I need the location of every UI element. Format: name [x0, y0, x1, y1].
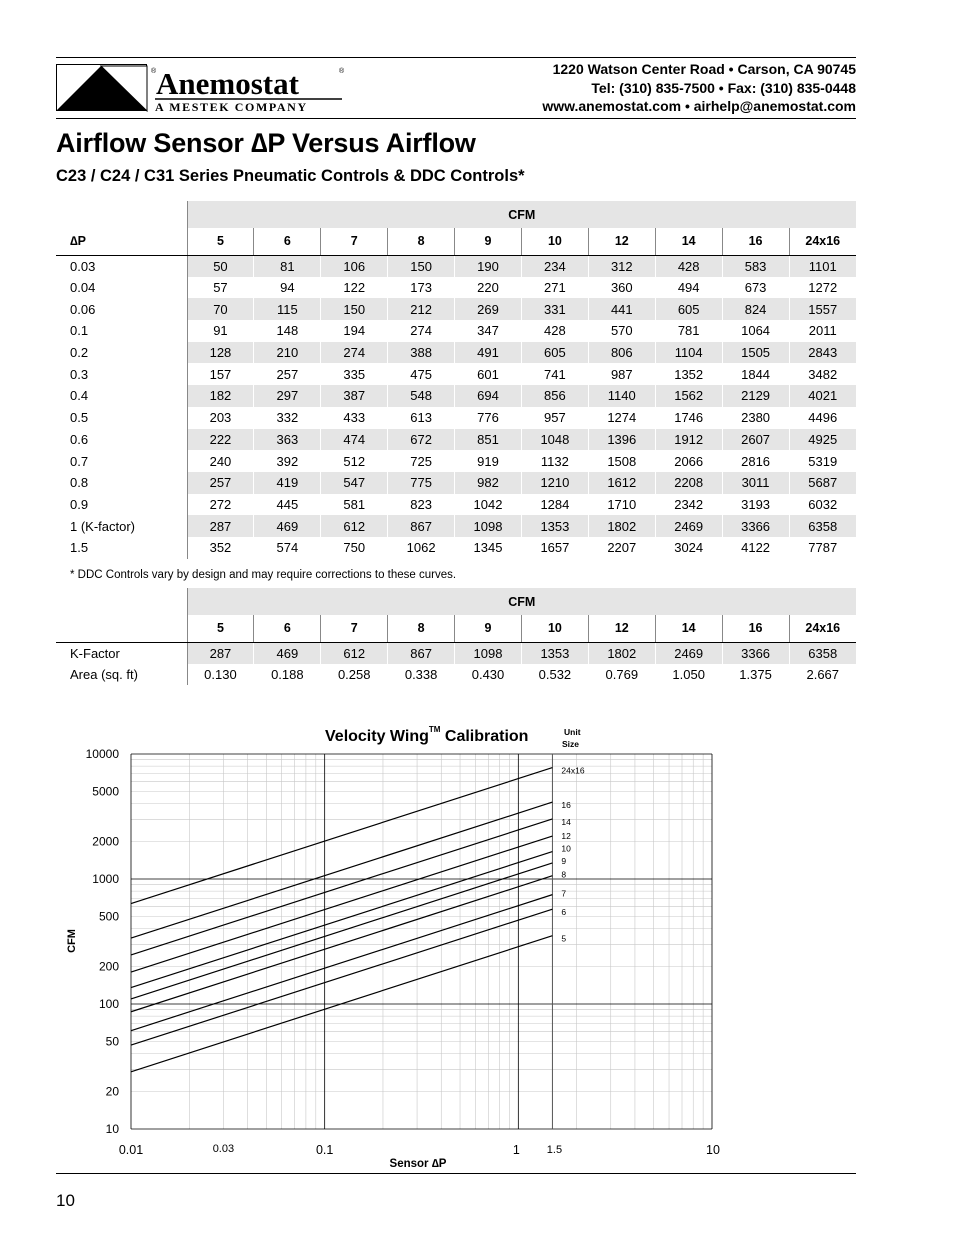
- table-cell: 612: [321, 642, 388, 664]
- table-cell: 750: [321, 537, 388, 559]
- table-cell: 441: [588, 298, 655, 320]
- table-cell: 469: [254, 515, 321, 537]
- y-tick-label: 5000: [92, 784, 119, 799]
- table-cell: 3482: [789, 363, 856, 385]
- table-cell: 1272: [789, 277, 856, 299]
- table-cell: 824: [722, 298, 789, 320]
- chart-title-main: Velocity Wing: [325, 728, 429, 745]
- unit-size-header: 5: [187, 228, 254, 255]
- table-corner: [56, 201, 187, 228]
- table-cell: 203: [187, 407, 254, 429]
- table-cell: 360: [588, 277, 655, 299]
- table-cell: 7787: [789, 537, 856, 559]
- page-subtitle: C23 / C24 / C31 Series Pneumatic Controls & DDC Controls*: [56, 167, 525, 185]
- row-label: K-Factor: [70, 645, 120, 661]
- table-cell: 4122: [722, 537, 789, 559]
- row-label: 0.8: [70, 475, 89, 491]
- table-cell: 1140: [588, 385, 655, 407]
- series-line-8: [131, 876, 552, 1012]
- legend-title-size: Size: [562, 739, 580, 749]
- series-line-10: [131, 852, 552, 988]
- table-cell: 445: [254, 494, 321, 516]
- table-cell: 612: [321, 515, 388, 537]
- table-cell: 70: [187, 298, 254, 320]
- table-cell: 157: [187, 363, 254, 385]
- series-label-24x16: 24x16: [561, 765, 585, 776]
- table-cell: 352: [187, 537, 254, 559]
- table-cell: 50: [187, 255, 254, 277]
- table-cell: 583: [722, 255, 789, 277]
- table-cell: 1353: [521, 642, 588, 664]
- table-cell: 312: [588, 255, 655, 277]
- table-cell: 0.769: [588, 664, 655, 686]
- unit-size-header: 8: [388, 615, 455, 642]
- unit-size-header: 10: [521, 228, 588, 255]
- table-cell: 1802: [588, 515, 655, 537]
- table-cell: 2207: [588, 537, 655, 559]
- table-row: [56, 385, 856, 407]
- table-cell: 3366: [722, 642, 789, 664]
- table-cell: 1345: [455, 537, 522, 559]
- table-cell: 1274: [588, 407, 655, 429]
- table-cell: 3193: [722, 494, 789, 516]
- chart-title: [325, 725, 528, 745]
- table-cell: 272: [187, 494, 254, 516]
- y-tick-label: 50: [105, 1034, 119, 1049]
- table-cell: 257: [254, 363, 321, 385]
- row-label: 1 (K-factor): [70, 518, 136, 534]
- chart-title-suffix: Calibration: [444, 728, 529, 745]
- table-row: [56, 277, 856, 299]
- brand-tagline: A MESTEK COMPANY: [155, 100, 308, 112]
- series-label-16: 16: [561, 800, 571, 811]
- y-tick-label: 10000: [85, 747, 119, 761]
- table-cell: 1508: [588, 450, 655, 472]
- unit-size-header: 10: [521, 615, 588, 642]
- y-tick-label: 500: [98, 909, 119, 924]
- chart-title-tm: TM: [428, 725, 441, 734]
- table-cell: 982: [455, 472, 522, 494]
- table-cell: 347: [455, 320, 522, 342]
- table-cell: 987: [588, 363, 655, 385]
- cfm-group-header: CFM: [187, 588, 856, 615]
- table-cell: 2208: [655, 472, 722, 494]
- table-row: [56, 320, 856, 342]
- table-cell: 2011: [789, 320, 856, 342]
- unit-size-header: 9: [455, 228, 522, 255]
- y-tick-label: 10: [105, 1122, 119, 1136]
- table-cell: 2469: [655, 642, 722, 664]
- unit-size-header: 24x16: [789, 228, 856, 255]
- table-cell: 547: [321, 472, 388, 494]
- table-cell: 5319: [789, 450, 856, 472]
- unit-size-header: 16: [722, 615, 789, 642]
- table-cell: 332: [254, 407, 321, 429]
- table-cell: 115: [254, 298, 321, 320]
- contact-block: [542, 60, 856, 116]
- table-cell: 271: [521, 277, 588, 299]
- row-label: 0.06: [70, 301, 96, 317]
- table-cell: 741: [521, 363, 588, 385]
- table-cell: 122: [321, 277, 388, 299]
- table-cell: 469: [254, 642, 321, 664]
- table-cell: 672: [388, 429, 455, 451]
- unit-size-header: 7: [321, 615, 388, 642]
- phone-line: Tel: (310) 835-7500 • Fax: (310) 835-0448: [591, 79, 856, 96]
- table-cell: 194: [321, 320, 388, 342]
- table-cell: 387: [321, 385, 388, 407]
- row-label: 0.4: [70, 388, 89, 404]
- series-label-9: 9: [561, 855, 567, 866]
- table-row: [56, 472, 856, 494]
- table-cell: 419: [254, 472, 321, 494]
- table-cell: 106: [321, 255, 388, 277]
- table-cell: 6358: [789, 515, 856, 537]
- row-label: Area (sq. ft): [70, 667, 138, 683]
- table-cell: 806: [588, 342, 655, 364]
- page-number: 10: [56, 1191, 75, 1210]
- table-cell: 363: [254, 429, 321, 451]
- table-cell: 0.430: [455, 664, 522, 686]
- x-tick-label: 1: [512, 1143, 520, 1157]
- dp-column-header: ∆P: [56, 228, 187, 255]
- table-cell: 433: [321, 407, 388, 429]
- table-cell: 1098: [455, 642, 522, 664]
- svg-text:®: ®: [151, 68, 157, 75]
- table-cell: 297: [254, 385, 321, 407]
- table-row: [56, 664, 856, 686]
- table-cell: 512: [321, 450, 388, 472]
- table-cell: 867: [388, 515, 455, 537]
- series-line-6: [131, 909, 552, 1045]
- table-cell: 1284: [521, 494, 588, 516]
- table-cell: 234: [521, 255, 588, 277]
- unit-size-header: 16: [722, 228, 789, 255]
- table-row: [56, 342, 856, 364]
- table-cell: 1132: [521, 450, 588, 472]
- unit-size-header: 6: [254, 228, 321, 255]
- table-cell: 210: [254, 342, 321, 364]
- row-label: 0.5: [70, 410, 89, 426]
- unit-size-header: 7: [321, 228, 388, 255]
- y-tick-label: 100: [98, 997, 119, 1011]
- table-cell: 919: [455, 450, 522, 472]
- table-cell: 570: [588, 320, 655, 342]
- y-axis-label: CFM: [66, 929, 78, 953]
- k-factor-table: [56, 588, 856, 685]
- table-cell: 182: [187, 385, 254, 407]
- unit-size-header: 8: [388, 228, 455, 255]
- table-cell: 2380: [722, 407, 789, 429]
- table-cell: 150: [321, 298, 388, 320]
- table-footnote: * DDC Controls vary by design and may require corrections to these curves.: [70, 569, 457, 581]
- table-cell: 287: [187, 642, 254, 664]
- series-line-12: [131, 836, 552, 972]
- unit-size-header: 14: [655, 228, 722, 255]
- table-cell: 0.532: [521, 664, 588, 686]
- table-cell: 581: [321, 494, 388, 516]
- table-cell: 1912: [655, 429, 722, 451]
- table-cell: 0.130: [187, 664, 254, 686]
- web-line[interactable]: www.anemostat.com • airhelp@anemostat.com: [542, 98, 856, 114]
- table-cell: 150: [388, 255, 455, 277]
- table-cell: 613: [388, 407, 455, 429]
- table-cell: 3011: [722, 472, 789, 494]
- table-cell: 2816: [722, 450, 789, 472]
- table-cell: 2843: [789, 342, 856, 364]
- table-cell: 776: [455, 407, 522, 429]
- table-cell: 335: [321, 363, 388, 385]
- unit-size-header: 14: [655, 615, 722, 642]
- cfm-group-header: CFM: [187, 201, 856, 228]
- table-cell: 212: [388, 298, 455, 320]
- table-cell: 2066: [655, 450, 722, 472]
- series-label-6: 6: [561, 907, 567, 918]
- table-cell: 57: [187, 277, 254, 299]
- table-cell: 494: [655, 277, 722, 299]
- table-row: [56, 407, 856, 429]
- svg-text:®: ®: [339, 68, 345, 75]
- table-cell: 1101: [789, 255, 856, 277]
- anemostat-logo: [56, 64, 346, 112]
- table-cell: 1352: [655, 363, 722, 385]
- series-line-16: [131, 802, 552, 938]
- table-cell: 1505: [722, 342, 789, 364]
- table-cell: 0.188: [254, 664, 321, 686]
- table-cell: 548: [388, 385, 455, 407]
- row-label: 0.6: [70, 431, 89, 447]
- page-title: Airflow Sensor ∆P Versus Airflow: [56, 128, 476, 158]
- table-cell: 0.338: [388, 664, 455, 686]
- series-label-7: 7: [561, 888, 567, 899]
- row-label: 0.1: [70, 323, 89, 339]
- table-cell: 1657: [521, 537, 588, 559]
- table-cell: 274: [321, 342, 388, 364]
- table-cell: 694: [455, 385, 522, 407]
- row-label-header: [56, 615, 187, 642]
- table-cell: 856: [521, 385, 588, 407]
- table-cell: 1210: [521, 472, 588, 494]
- table-cell: 1098: [455, 515, 522, 537]
- table-cell: 4496: [789, 407, 856, 429]
- row-label: 0.03: [70, 258, 96, 274]
- table-row: [56, 450, 856, 472]
- table-cell: 1562: [655, 385, 722, 407]
- table-cell: 190: [455, 255, 522, 277]
- table-cell: 1612: [588, 472, 655, 494]
- unit-size-header: 5: [187, 615, 254, 642]
- table-cell: 1802: [588, 642, 655, 664]
- table-cell: 240: [187, 450, 254, 472]
- x-tick-label: 1.5: [546, 1144, 563, 1156]
- x-tick-label: 0.01: [118, 1143, 144, 1157]
- table-corner: [56, 588, 187, 615]
- table-cell: 287: [187, 515, 254, 537]
- table-cell: 474: [321, 429, 388, 451]
- table-cell: 491: [455, 342, 522, 364]
- series-label-10: 10: [561, 843, 571, 854]
- table-cell: 605: [521, 342, 588, 364]
- legend-title-unit: Unit: [564, 727, 581, 737]
- table-cell: 1.050: [655, 664, 722, 686]
- row-label: 0.2: [70, 345, 89, 361]
- dp-vs-cfm-table: [56, 201, 856, 559]
- table-cell: 781: [655, 320, 722, 342]
- y-tick-label: 2000: [92, 834, 119, 849]
- table-cell: 725: [388, 450, 455, 472]
- table-cell: 6032: [789, 494, 856, 516]
- table-row: [56, 255, 856, 277]
- row-label: 0.9: [70, 496, 89, 512]
- table-cell: 128: [187, 342, 254, 364]
- table-cell: 81: [254, 255, 321, 277]
- table-cell: 331: [521, 298, 588, 320]
- unit-size-header: 9: [455, 615, 522, 642]
- unit-size-header: 24x16: [789, 615, 856, 642]
- address-line: 1220 Watson Center Road • Carson, CA 90745: [552, 61, 856, 77]
- unit-size-header: 12: [588, 615, 655, 642]
- velocity-wing-calibration-chart: [56, 718, 736, 1178]
- series-label-5: 5: [561, 933, 567, 944]
- table-cell: 1064: [722, 320, 789, 342]
- table-cell: 1.375: [722, 664, 789, 686]
- table-cell: 148: [254, 320, 321, 342]
- table-cell: 4021: [789, 385, 856, 407]
- y-tick-label: 200: [98, 959, 119, 974]
- x-tick-label: 10: [706, 1143, 720, 1157]
- table-cell: 257: [187, 472, 254, 494]
- brand-name: Anemostat: [156, 66, 299, 101]
- row-label: 0.04: [70, 280, 96, 296]
- table-row: [56, 537, 856, 559]
- table-cell: 1048: [521, 429, 588, 451]
- table-cell: 2129: [722, 385, 789, 407]
- table-cell: 1557: [789, 298, 856, 320]
- table-cell: 2607: [722, 429, 789, 451]
- table-cell: 1062: [388, 537, 455, 559]
- unit-size-header: 6: [254, 615, 321, 642]
- table-cell: 775: [388, 472, 455, 494]
- table-cell: 388: [388, 342, 455, 364]
- row-label: 0.7: [70, 453, 89, 469]
- unit-size-header: 12: [588, 228, 655, 255]
- row-label: 0.3: [70, 366, 89, 382]
- series-line-14: [131, 819, 552, 955]
- table-cell: 392: [254, 450, 321, 472]
- table-row: [56, 515, 856, 537]
- table-cell: 91: [187, 320, 254, 342]
- table-cell: 605: [655, 298, 722, 320]
- table-cell: 475: [388, 363, 455, 385]
- table-cell: 1104: [655, 342, 722, 364]
- table-cell: 601: [455, 363, 522, 385]
- table-cell: 1746: [655, 407, 722, 429]
- series-line-7: [131, 895, 552, 1031]
- table-cell: 2469: [655, 515, 722, 537]
- table-cell: 2342: [655, 494, 722, 516]
- table-cell: 1844: [722, 363, 789, 385]
- table-row: [56, 642, 856, 664]
- table-cell: 6358: [789, 642, 856, 664]
- table-cell: 3024: [655, 537, 722, 559]
- table-row: [56, 363, 856, 385]
- y-tick-label: 20: [105, 1084, 119, 1099]
- table-cell: 673: [722, 277, 789, 299]
- table-cell: 1042: [455, 494, 522, 516]
- table-cell: 1710: [588, 494, 655, 516]
- table-cell: 1353: [521, 515, 588, 537]
- table-cell: 220: [455, 277, 522, 299]
- table-cell: 428: [655, 255, 722, 277]
- table-row: [56, 429, 856, 451]
- y-tick-label: 1000: [92, 872, 119, 886]
- table-cell: 222: [187, 429, 254, 451]
- row-label: 1.5: [70, 540, 89, 556]
- table-cell: 823: [388, 494, 455, 516]
- table-cell: 574: [254, 537, 321, 559]
- table-row: [56, 494, 856, 516]
- table-cell: 851: [455, 429, 522, 451]
- x-tick-label: 0.03: [212, 1143, 235, 1155]
- table-cell: 274: [388, 320, 455, 342]
- table-cell: 173: [388, 277, 455, 299]
- series-label-8: 8: [561, 869, 567, 880]
- table-cell: 94: [254, 277, 321, 299]
- table-cell: 2.667: [789, 664, 856, 686]
- table-cell: 5687: [789, 472, 856, 494]
- series-label-14: 14: [561, 816, 571, 827]
- table-cell: 957: [521, 407, 588, 429]
- table-cell: 428: [521, 320, 588, 342]
- table-cell: 269: [455, 298, 522, 320]
- table-row: [56, 298, 856, 320]
- table-cell: 0.258: [321, 664, 388, 686]
- table-cell: 3366: [722, 515, 789, 537]
- x-axis-label: Sensor ∆P: [389, 1158, 447, 1170]
- series-label-12: 12: [561, 831, 571, 842]
- x-tick-label: 0.1: [315, 1143, 334, 1157]
- table-cell: 4925: [789, 429, 856, 451]
- table-cell: 867: [388, 642, 455, 664]
- table-cell: 1396: [588, 429, 655, 451]
